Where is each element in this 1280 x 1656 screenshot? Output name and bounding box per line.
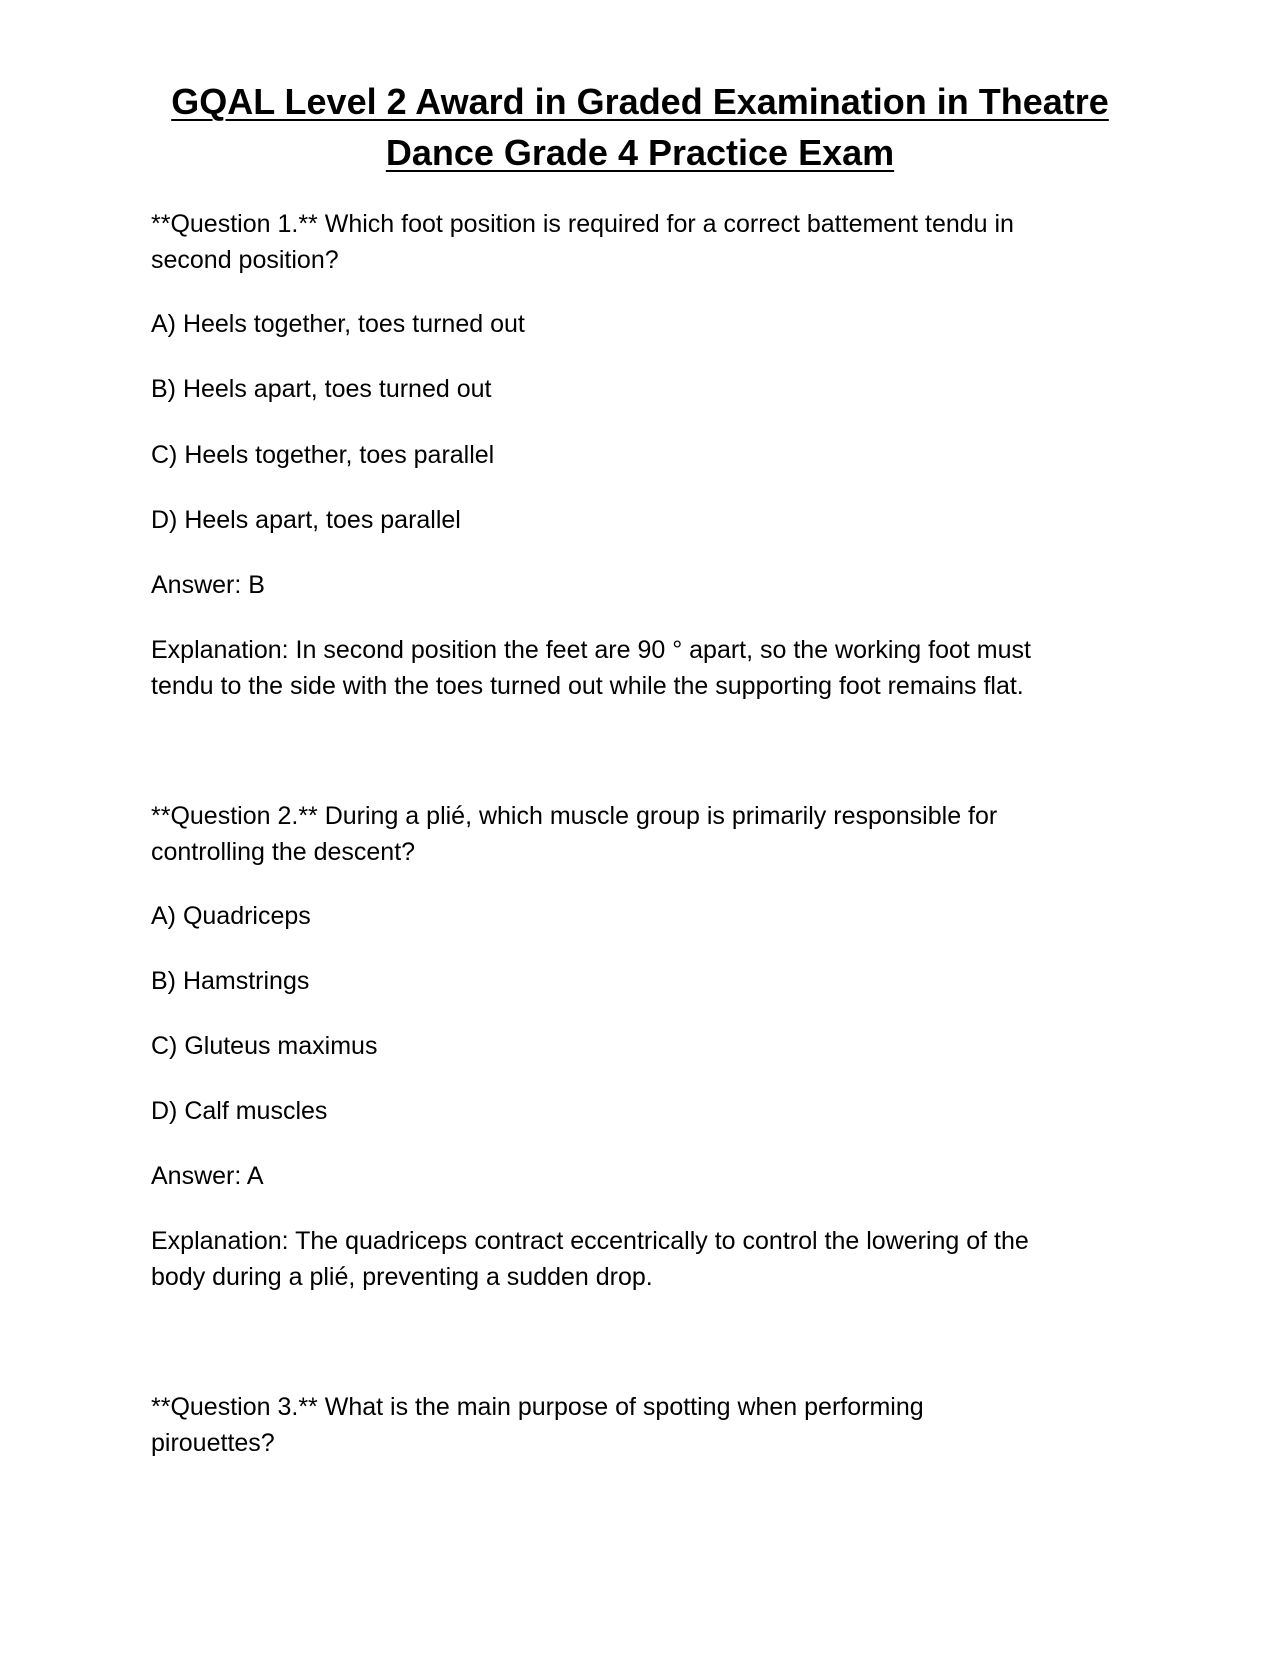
question-1-explanation-line-1: Explanation: In second position the feet are 90 ° apart, so the working foot must <box>151 636 1031 664</box>
question-2-answer: Answer: A <box>151 1162 264 1190</box>
question-2-option-b: B) Hamstrings <box>151 967 310 995</box>
question-3-text <box>151 1389 1136 1461</box>
question-1-line-2: second position? <box>151 246 339 274</box>
question-1-explanation-line-2: tendu to the side with the toes turned out while the supporting foot remains flat. <box>151 672 1024 700</box>
question-2-explanation-line-2: body during a plié, preventing a sudden drop. <box>151 1263 653 1291</box>
question-2-line-2: controlling the descent? <box>151 838 416 866</box>
page-title <box>120 76 1160 178</box>
question-1-answer: Answer: B <box>151 571 265 599</box>
question-1-option-c: C) Heels together, toes parallel <box>151 441 495 469</box>
question-2-option-d: D) Calf muscles <box>151 1097 328 1125</box>
question-1-line-1: **Question 1.** Which foot position is required for a correct battement tendu in <box>151 210 1014 238</box>
question-1-explanation <box>151 632 1136 704</box>
question-2-text <box>151 798 1136 870</box>
question-2-explanation <box>151 1223 1136 1295</box>
question-1-text <box>151 206 1136 278</box>
title-line-2: Dance Grade 4 Practice Exam <box>385 132 895 173</box>
question-2-option-c: C) Gluteus maximus <box>151 1032 378 1060</box>
question-2-option-a: A) Quadriceps <box>151 902 311 930</box>
question-1-option-d: D) Heels apart, toes parallel <box>151 506 461 534</box>
question-3-line-1: **Question 3.** What is the main purpose of spotting when performing <box>151 1393 924 1421</box>
title-line-1: GQAL Level 2 Award in Graded Examination in Theatre <box>171 81 1109 122</box>
question-2-line-1: **Question 2.** During a plié, which muscle group is primarily responsible for <box>151 802 998 830</box>
question-3-line-2: pirouettes? <box>151 1429 275 1457</box>
question-2-explanation-line-1: Explanation: The quadriceps contract eccentrically to control the lowering of the <box>151 1227 1029 1255</box>
question-1-option-b: B) Heels apart, toes turned out <box>151 375 492 403</box>
question-1-option-a: A) Heels together, toes turned out <box>151 310 525 338</box>
